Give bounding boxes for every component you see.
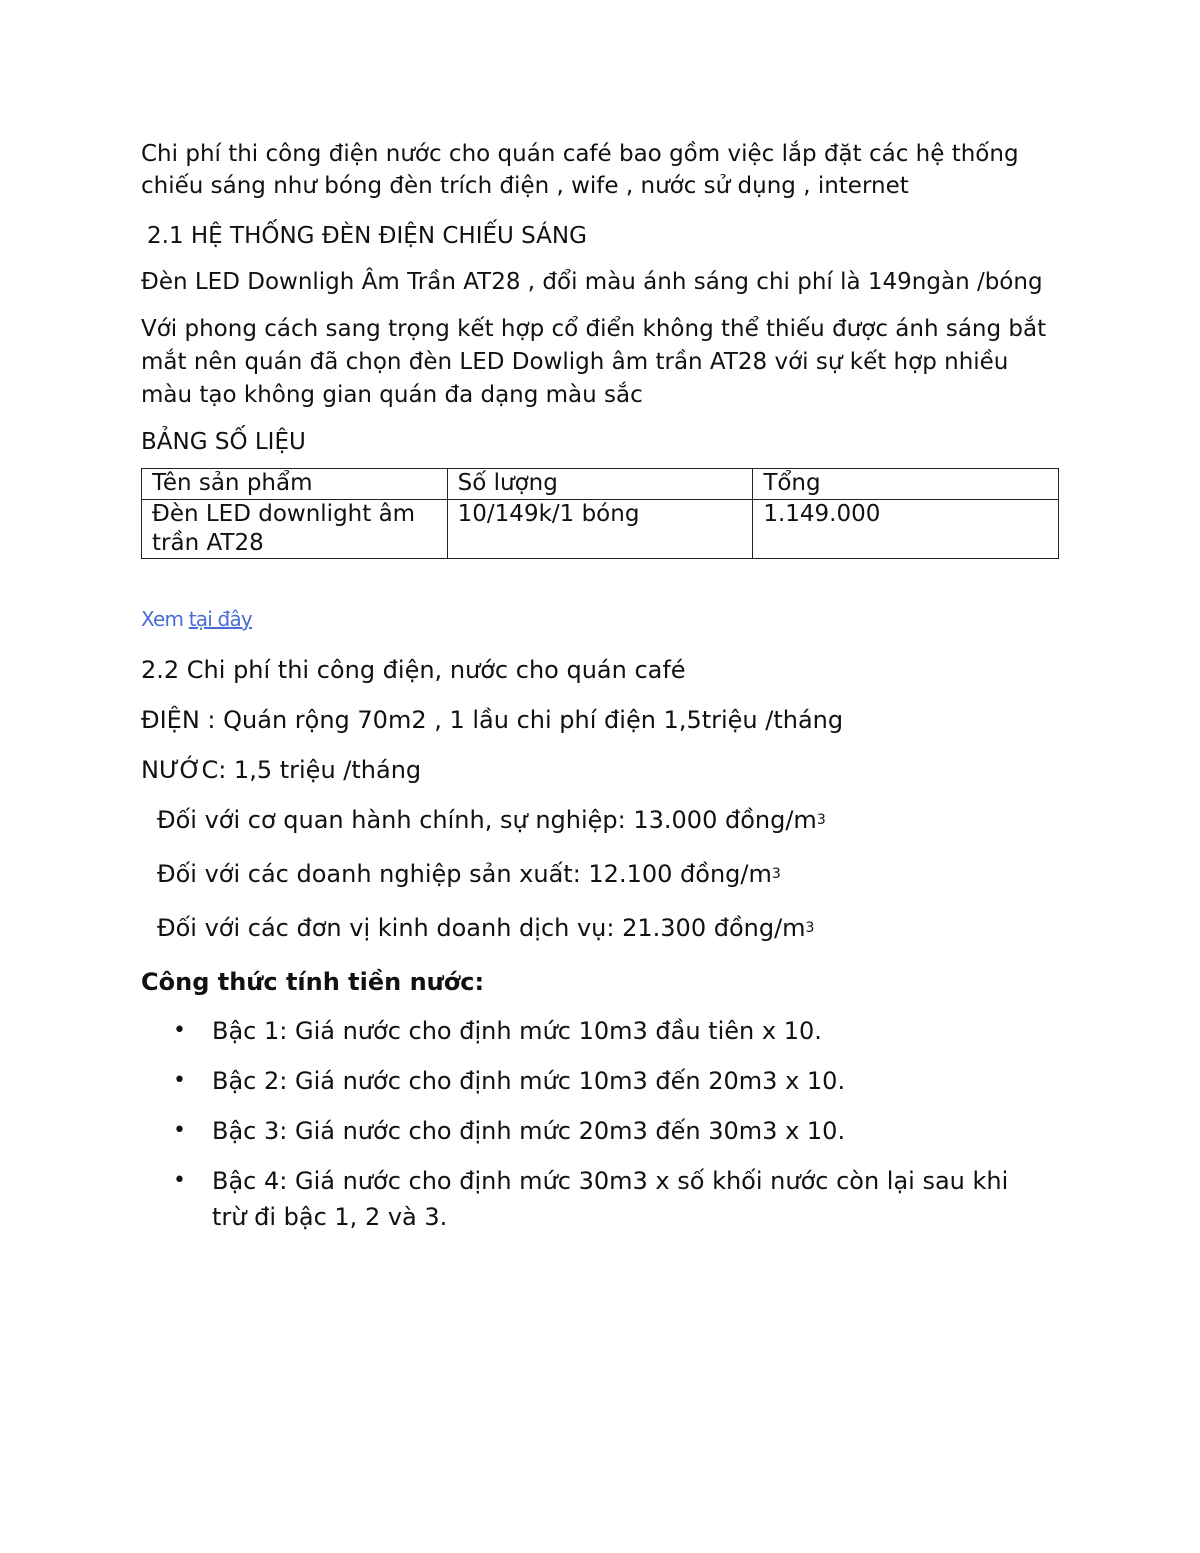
description-paragraph: Với phong cách sang trọng kết hợp cổ điển không thể thiếu được ánh sáng bắt mắt nên quán đã chọn đèn LED Dowligh âm trần AT28 với sự kết hợp nhiều màu tạo không gian quán đa dạng màu sắc	[141, 316, 1047, 408]
bullet-icon: •	[173, 1018, 186, 1043]
product-line: Đèn LED Downligh Âm Trần AT28 , đổi màu ánh sáng chi phí là 149ngàn /bóng	[141, 269, 1043, 295]
rate-line	[141, 857, 1061, 895]
table-header-cell: Tổng	[753, 469, 1059, 500]
steps-list	[141, 1013, 1061, 1235]
view-here-link[interactable]: tại đây	[188, 607, 252, 631]
list-item	[141, 1063, 1032, 1099]
table-cell: 10/149k/1 bóng	[447, 500, 753, 559]
table-cell: Đèn LED downlight âm trần AT28	[142, 500, 448, 559]
electric-line: ĐIỆN : Quán rộng 70m2 , 1 lầu chi phí điện 1,5triệu /tháng	[141, 706, 844, 734]
section-2-2-heading: 2.2 Chi phí thi công điện, nước cho quán café	[141, 656, 686, 684]
bullet-icon: •	[173, 1068, 186, 1093]
table-header-row	[142, 469, 1059, 500]
table-cell: 1.149.000	[753, 500, 1059, 559]
rate-line	[141, 911, 1061, 949]
rate-line	[141, 803, 1061, 841]
rate-superscript: 3	[771, 866, 781, 882]
table-title: BẢNG SỐ LIỆU	[141, 429, 306, 455]
list-item	[141, 1113, 1032, 1149]
bullet-icon: •	[173, 1118, 186, 1143]
rate-text: Đối với các đơn vị kinh doanh dịch vụ: 21.300 đồng/m	[157, 914, 806, 942]
rate-superscript: 3	[816, 812, 826, 828]
section-2-1-heading: 2.1 HỆ THỐNG ĐÈN ĐIỆN CHIẾU SÁNG	[147, 223, 587, 249]
step-text: Bậc 2: Giá nước cho định mức 10m3 đến 20m3 x 10.	[212, 1067, 846, 1095]
link-prefix: Xem	[141, 607, 189, 631]
formula-title: Công thức tính tiền nước:	[141, 968, 485, 996]
list-item	[141, 1013, 1032, 1049]
step-text: Bậc 1: Giá nước cho định mức 10m3 đầu tiên x 10.	[212, 1017, 822, 1045]
intro-paragraph: Chi phí thi công điện nước cho quán café bao gồm việc lắp đặt các hệ thống chiếu sáng như bóng đèn trích điện , wife , nước sử dụng , internet	[141, 141, 1019, 199]
rate-text: Đối với cơ quan hành chính, sự nghiệp: 13.000 đồng/m	[157, 806, 817, 834]
water-line: NƯỚC: 1,5 triệu /tháng	[141, 756, 422, 784]
table-header-cell: Số lượng	[447, 469, 753, 500]
document-page	[141, 138, 1061, 1249]
view-link-line	[141, 605, 1061, 633]
table-header-cell: Tên sản phẩm	[142, 469, 448, 500]
rate-text: Đối với các doanh nghiệp sản xuất: 12.100 đồng/m	[157, 860, 772, 888]
step-text: Bậc 3: Giá nước cho định mức 20m3 đến 30m3 x 10.	[212, 1117, 846, 1145]
table-row	[142, 500, 1059, 559]
rate-superscript: 3	[805, 920, 815, 936]
step-text: Bậc 4: Giá nước cho định mức 30m3 x số khối nước còn lại sau khi trừ đi bậc 1, 2 và 3.	[212, 1167, 1009, 1231]
list-item	[141, 1163, 1032, 1235]
bullet-icon: •	[173, 1168, 186, 1193]
data-table	[141, 468, 1059, 559]
